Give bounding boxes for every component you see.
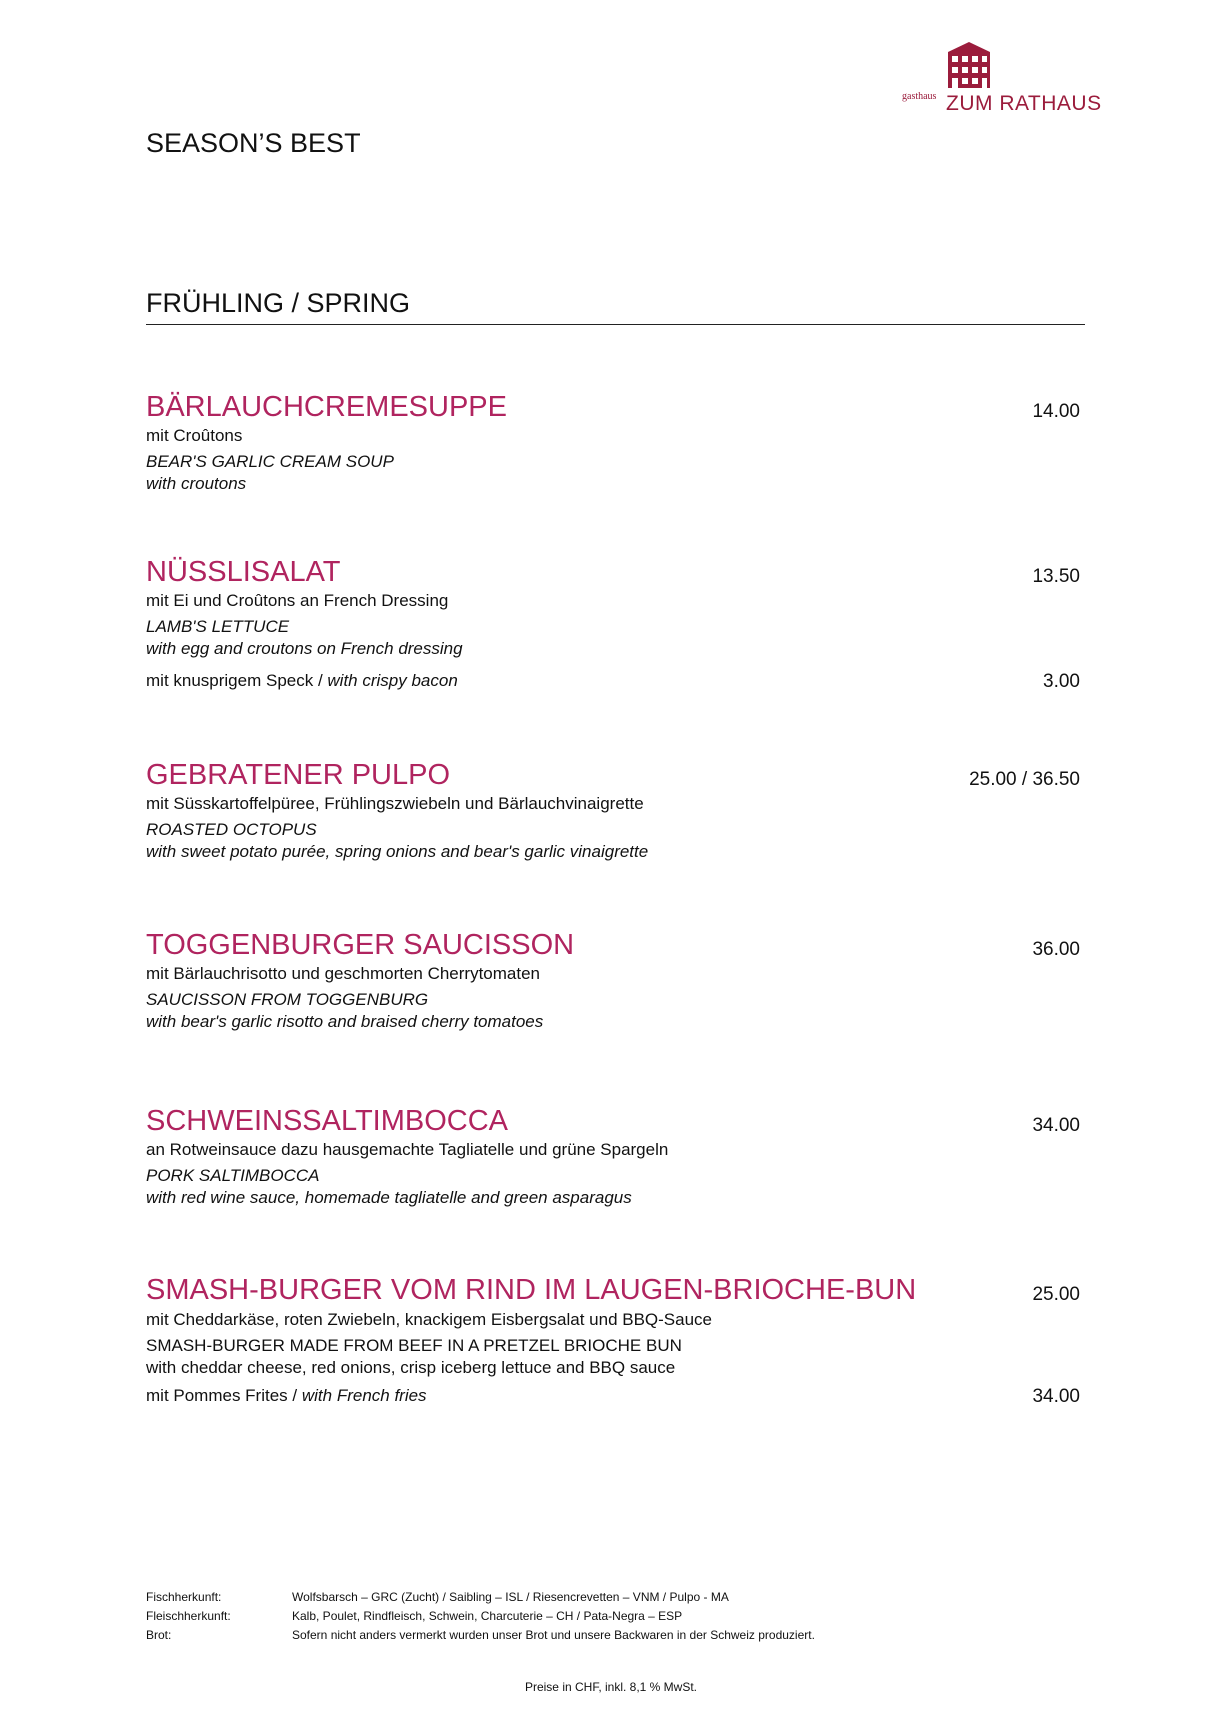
dish-extra-en: with crispy bacon <box>327 671 458 690</box>
dish-title-en: LAMB'S LETTUCE <box>146 617 290 636</box>
footer-value-fish: Wolfsbarsch – GRC (Zucht) / Saibling – ISL / Riesencrevetten – VNM / Pulpo - MA <box>292 1590 729 1604</box>
dish-name: TOGGENBURGER SAUCISSON <box>146 929 575 961</box>
footer-label-bread: Brot: <box>146 1628 172 1642</box>
dish-description-en: with sweet potato purée, spring onions and bear's garlic vinaigrette <box>146 842 649 861</box>
dish-title-en: ROASTED OCTOPUS <box>146 820 317 839</box>
dish-title-en: SMASH-BURGER MADE FROM BEEF IN A PRETZEL BRIOCHE BUN <box>146 1336 682 1355</box>
logo-brand-text: ZUM RATHAUS <box>946 92 1102 115</box>
dish-extra-de: mit knusprigem Speck <box>146 671 314 690</box>
building-icon <box>946 40 992 90</box>
dish-description-en: with egg and croutons on French dressing <box>146 639 463 658</box>
dish-title-en: BEAR'S GARLIC CREAM SOUP <box>146 452 394 471</box>
section-title: FRÜHLING / SPRING <box>146 288 411 318</box>
dish-extra-de: mit Pommes Frites <box>146 1386 288 1405</box>
dish-description-en: with croutons <box>146 474 247 493</box>
dish-title-en: SAUCISSON FROM TOGGENBURG <box>146 990 429 1009</box>
dish-description-en: with cheddar cheese, red onions, crisp iceberg lettuce and BBQ sauce <box>146 1358 676 1377</box>
dish-extra-separator: / <box>287 1386 302 1405</box>
dish-name: GEBRATENER PULPO <box>146 759 451 791</box>
dish-extra-price: 34.00 <box>1032 1386 1080 1407</box>
dish-title-en: PORK SALTIMBOCCA <box>146 1166 320 1185</box>
dish-name: NÜSSLISALAT <box>146 556 341 588</box>
dish-price: 13.50 <box>1032 566 1080 587</box>
dish-price: 36.00 <box>1032 939 1080 960</box>
dish-description-de: mit Süsskartoffelpüree, Frühlingszwiebeln und Bärlauchvinaigrette <box>146 794 644 813</box>
dish-description-en: with bear's garlic risotto and braised cherry tomatoes <box>146 1012 544 1031</box>
logo-small-text: gasthaus <box>902 91 937 102</box>
footer-value-meat: Kalb, Poulet, Rindfleisch, Schwein, Charcuterie – CH / Pata-Negra – ESP <box>292 1609 683 1623</box>
dish-description-de: mit Bärlauchrisotto und geschmorten Cherrytomaten <box>146 964 541 983</box>
dish-extra-en: with French fries <box>301 1386 427 1405</box>
dish-price: 34.00 <box>1032 1115 1080 1136</box>
dish-extra <box>146 1386 427 1406</box>
dish-description-en: with red wine sauce, homemade tagliatelle and green asparagus <box>146 1188 632 1207</box>
dish-price: 25.00 <box>1032 1284 1080 1305</box>
dish-description-de: mit Cheddarkäse, roten Zwiebeln, knackigem Eisbergsalat und BBQ-Sauce <box>146 1310 713 1329</box>
dish-name: SMASH-BURGER VOM RIND IM LAUGEN-BRIOCHE-BUN <box>146 1274 917 1306</box>
dish-extra-price: 3.00 <box>1043 671 1080 692</box>
dish-extra <box>146 671 458 691</box>
footer-label-fish: Fischherkunft: <box>146 1590 222 1604</box>
vat-note: Preise in CHF, inkl. 8,1 % MwSt. <box>524 1680 698 1694</box>
dish-description-de: mit Croûtons <box>146 426 243 445</box>
footer-label-meat: Fleischherkunft: <box>146 1609 231 1623</box>
footer-value-bread: Sofern nicht anders vermerkt wurden unser Brot und unsere Backwaren in der Schweiz produziert. <box>292 1628 815 1642</box>
dish-price: 14.00 <box>1032 401 1080 422</box>
page-title: SEASON’S BEST <box>146 128 361 158</box>
dish-description-de: an Rotweinsauce dazu hausgemachte Tagliatelle und grüne Spargeln <box>146 1140 669 1159</box>
dish-name: SCHWEINSSALTIMBOCCA <box>146 1105 509 1137</box>
dish-description-de: mit Ei und Croûtons an French Dressing <box>146 591 449 610</box>
dish-extra-separator: / <box>313 671 328 690</box>
section-divider <box>146 324 1085 325</box>
dish-price: 25.00 / 36.50 <box>969 769 1080 790</box>
dish-name: BÄRLAUCHCREMESUPPE <box>146 391 507 423</box>
logo <box>900 40 1100 120</box>
